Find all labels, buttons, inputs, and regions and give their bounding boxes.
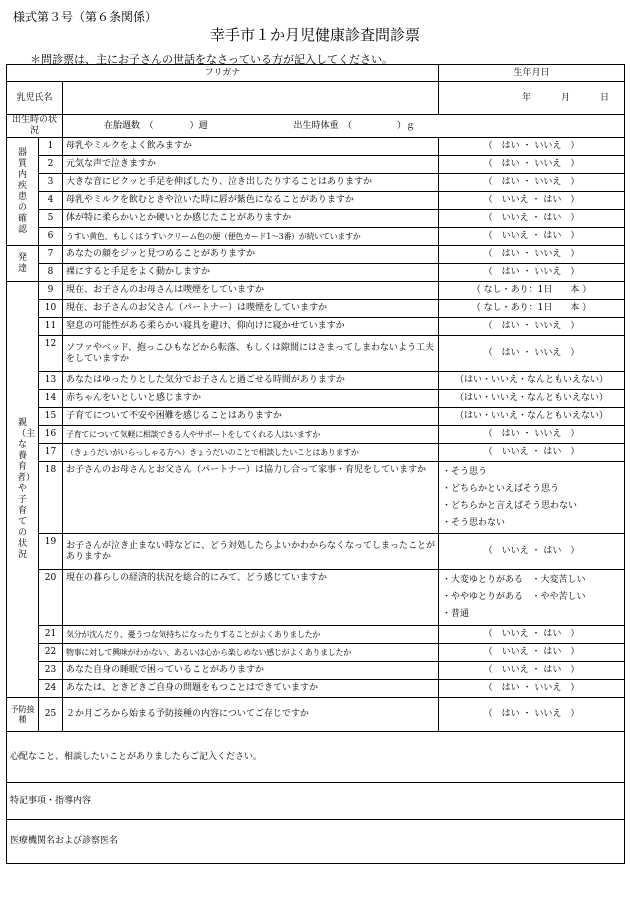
consult-field[interactable]: 心配なこと、相談したいことがありましたらご記入ください。 xyxy=(7,732,625,783)
option-item[interactable]: ・どちらかといえばそう思う xyxy=(442,483,560,494)
answer-choice[interactable]: （ いいえ ・ はい ） xyxy=(439,192,625,210)
page-title: 幸手市１か月児健康診査問診票 xyxy=(209,26,420,44)
answer-choice[interactable]: （ いいえ ・ はい ） xyxy=(439,534,625,570)
question-number: 9 xyxy=(39,282,63,300)
answer-choice[interactable]: （ はい ・ いいえ ） xyxy=(439,264,625,282)
category-development: 発達 xyxy=(7,246,39,282)
answer-choice[interactable]: （ なし・あり：1日 本 ） xyxy=(439,282,625,300)
question-number: 10 xyxy=(39,300,63,318)
answer-choice[interactable]: （ いいえ ・ はい ） xyxy=(439,626,625,644)
question-text: ２か月ごろから始まる予防接種の内容についてご存じですか xyxy=(63,698,439,732)
answer-choice[interactable]: （ はい ・ いいえ ） xyxy=(439,246,625,264)
question-text: あなたは、ときどきご自身の問題をもつことはできていますか xyxy=(63,680,439,698)
option-item[interactable]: ・大変ゆとりがある xyxy=(442,575,524,585)
special-notes-field[interactable]: 特記事項・指導内容 xyxy=(7,783,625,820)
answer-choice[interactable]: （ いいえ ・ はい ） xyxy=(439,662,625,680)
answer-choice[interactable]: （ はい ・ いいえ ） xyxy=(439,698,625,732)
year-label: 年 xyxy=(521,92,531,103)
questionnaire-table xyxy=(6,64,625,864)
answer-choice[interactable]: （はい・いいえ・なんともいえない） xyxy=(439,408,625,426)
answer-options[interactable] xyxy=(439,570,625,626)
instruction-note: ＊問診票は、主にお子さんの世話をなさっている方が記入してください。 xyxy=(30,53,393,66)
question-number: 4 xyxy=(39,192,63,210)
month-label: 月 xyxy=(560,92,570,103)
question-number: 21 xyxy=(39,626,63,644)
question-number: 23 xyxy=(39,662,63,680)
question-number: 18 xyxy=(39,462,63,534)
question-text: 現在の暮らしの経済的状況を総合的にみて、どう感じていますか xyxy=(63,570,439,626)
question-text: 現在、お子さんのお父さん（パートナー）は喫煙をしていますか xyxy=(63,300,439,318)
question-text: 母乳やミルクを飲むときや泣いた時に唇が紫色になることがありますか xyxy=(63,192,439,210)
option-item[interactable]: ・ややゆとりがある xyxy=(442,592,524,602)
question-number: 15 xyxy=(39,408,63,426)
furigana-label: フリガナ xyxy=(7,65,439,82)
question-number: 22 xyxy=(39,644,63,662)
category-organic-disease: 器質内疾患の確認 xyxy=(7,138,39,246)
option-item[interactable]: ・やや苦しい xyxy=(531,592,586,602)
option-item[interactable]: ・そう思わない xyxy=(442,517,506,528)
question-number: 14 xyxy=(39,390,63,408)
answer-choice[interactable]: （ いいえ ・ はい ） xyxy=(439,444,625,462)
question-text: 母乳やミルクをよく飲みますか xyxy=(63,138,439,156)
birthdate-label: 生年月日 xyxy=(439,65,625,82)
answer-choice[interactable]: （ いいえ ・ はい ） xyxy=(439,228,625,246)
answer-choice[interactable]: （ はい ・ いいえ ） xyxy=(439,680,625,698)
question-text: 現在、お子さんのお母さんは喫煙をしていますか xyxy=(63,282,439,300)
question-number: 5 xyxy=(39,210,63,228)
answer-choice[interactable]: （はい・いいえ・なんともいえない） xyxy=(439,372,625,390)
infant-name-label: 乳児氏名 xyxy=(7,82,63,115)
question-number: 8 xyxy=(39,264,63,282)
answer-choice[interactable]: （ はい ・ いいえ ） xyxy=(439,426,625,444)
question-text: あなた自身の睡眠で困っていることがありますか xyxy=(63,662,439,680)
question-text: お子さんのお母さんとお父さん（パートナー）は協力し合って家事・育児をしていますか xyxy=(63,462,439,534)
answer-choice[interactable]: （ なし・あり：1日 本 ） xyxy=(439,300,625,318)
option-item[interactable]: ・どちらかと言えばそう思わない xyxy=(442,500,578,511)
option-item[interactable]: ・そう思う xyxy=(442,466,488,477)
birth-status-field[interactable] xyxy=(63,115,625,138)
question-number: 25 xyxy=(39,698,63,732)
question-text: うすい黄色、もしくはうすいクリーム色の便（便色カード1～3番）が続いていますか xyxy=(63,228,439,246)
question-number: 12 xyxy=(39,336,63,372)
question-text: 大きな音にビクッと手足を伸ばしたり、泣き出したりすることはありますか xyxy=(63,174,439,192)
question-text: 子育てについて不安や困難を感じることはありますか xyxy=(63,408,439,426)
question-number: 3 xyxy=(39,174,63,192)
question-text: 子育てについて気軽に相談できる人やサポートをしてくれる人はいますか xyxy=(63,426,439,444)
answer-choice[interactable]: （ いいえ ・ はい ） xyxy=(439,644,625,662)
question-text: 気分が沈んだり、憂うつな気持ちになったりすることがよくありましたか xyxy=(63,626,439,644)
answer-options[interactable] xyxy=(439,462,625,534)
question-text: あなたの顔をジッと見つめることがありますか xyxy=(63,246,439,264)
question-number: 1 xyxy=(39,138,63,156)
question-number: 13 xyxy=(39,372,63,390)
question-text: 裸にすると手足をよく動かしますか xyxy=(63,264,439,282)
question-number: 16 xyxy=(39,426,63,444)
institution-field[interactable]: 医療機関名および診察医名 xyxy=(7,820,625,864)
question-text: （きょうだいがいらっしゃる方へ）きょうだいのことで相談したいことはありますか xyxy=(63,444,439,462)
answer-choice[interactable]: （はい・いいえ・なんともいえない） xyxy=(439,390,625,408)
question-text: ソファやベッド、抱っこひもなどから転落、もしくは隙間にはさまってしまわないよう工夫をしていますか xyxy=(63,336,439,372)
answer-choice[interactable]: （ いいえ ・ はい ） xyxy=(439,210,625,228)
day-label: 日 xyxy=(599,92,609,103)
answer-choice[interactable]: （ はい ・ いいえ ） xyxy=(439,336,625,372)
question-text: 赤ちゃんをいとしいと感じますか xyxy=(63,390,439,408)
category-vaccination: 予防接種 xyxy=(7,698,39,732)
question-number: 2 xyxy=(39,156,63,174)
question-number: 17 xyxy=(39,444,63,462)
option-item[interactable]: ・普通 xyxy=(442,609,470,619)
question-number: 7 xyxy=(39,246,63,264)
birthdate-field[interactable] xyxy=(439,82,625,115)
birth-status-label: 出生時の状況 xyxy=(7,115,63,138)
answer-choice[interactable]: （ はい ・ いいえ ） xyxy=(439,138,625,156)
question-text: あなたはゆったりとした気分でお子さんと過ごせる時間がありますか xyxy=(63,372,439,390)
question-text: 窒息の可能性がある柔らかい寝具を避け、仰向けに寝かせていますか xyxy=(63,318,439,336)
question-number: 6 xyxy=(39,228,63,246)
question-number: 24 xyxy=(39,680,63,698)
question-number: 20 xyxy=(39,570,63,626)
question-text: 体が特に柔らかいとか硬いとか感じたことがありますか xyxy=(63,210,439,228)
question-text: お子さんが泣き止まない時などに、どう対処したらよいかわからなくなってしまったことがありますか xyxy=(63,534,439,570)
question-text: 物事に対して興味がわかない、あるいは心から楽しめない感じがよくありましたか xyxy=(63,644,439,662)
birth-weight-label: 出生時体重 （ ）ｇ xyxy=(293,120,416,131)
answer-choice[interactable]: （ はい ・ いいえ ） xyxy=(439,174,625,192)
infant-name-field[interactable] xyxy=(63,82,439,115)
question-text: 元気な声で泣きますか xyxy=(63,156,439,174)
answer-choice[interactable]: （ はい ・ いいえ ） xyxy=(439,318,625,336)
option-item[interactable]: ・大変苦しい xyxy=(531,575,586,585)
question-number: 19 xyxy=(39,534,63,570)
question-number: 11 xyxy=(39,318,63,336)
gestation-label: 在胎週数 （ ）週 xyxy=(104,120,208,131)
answer-choice[interactable]: （ はい ・ いいえ ） xyxy=(439,156,625,174)
category-parent-status: 親（主な養育者）や子育ての状況 xyxy=(7,282,39,698)
form-number: 様式第３号（第６条関係） xyxy=(13,10,158,24)
